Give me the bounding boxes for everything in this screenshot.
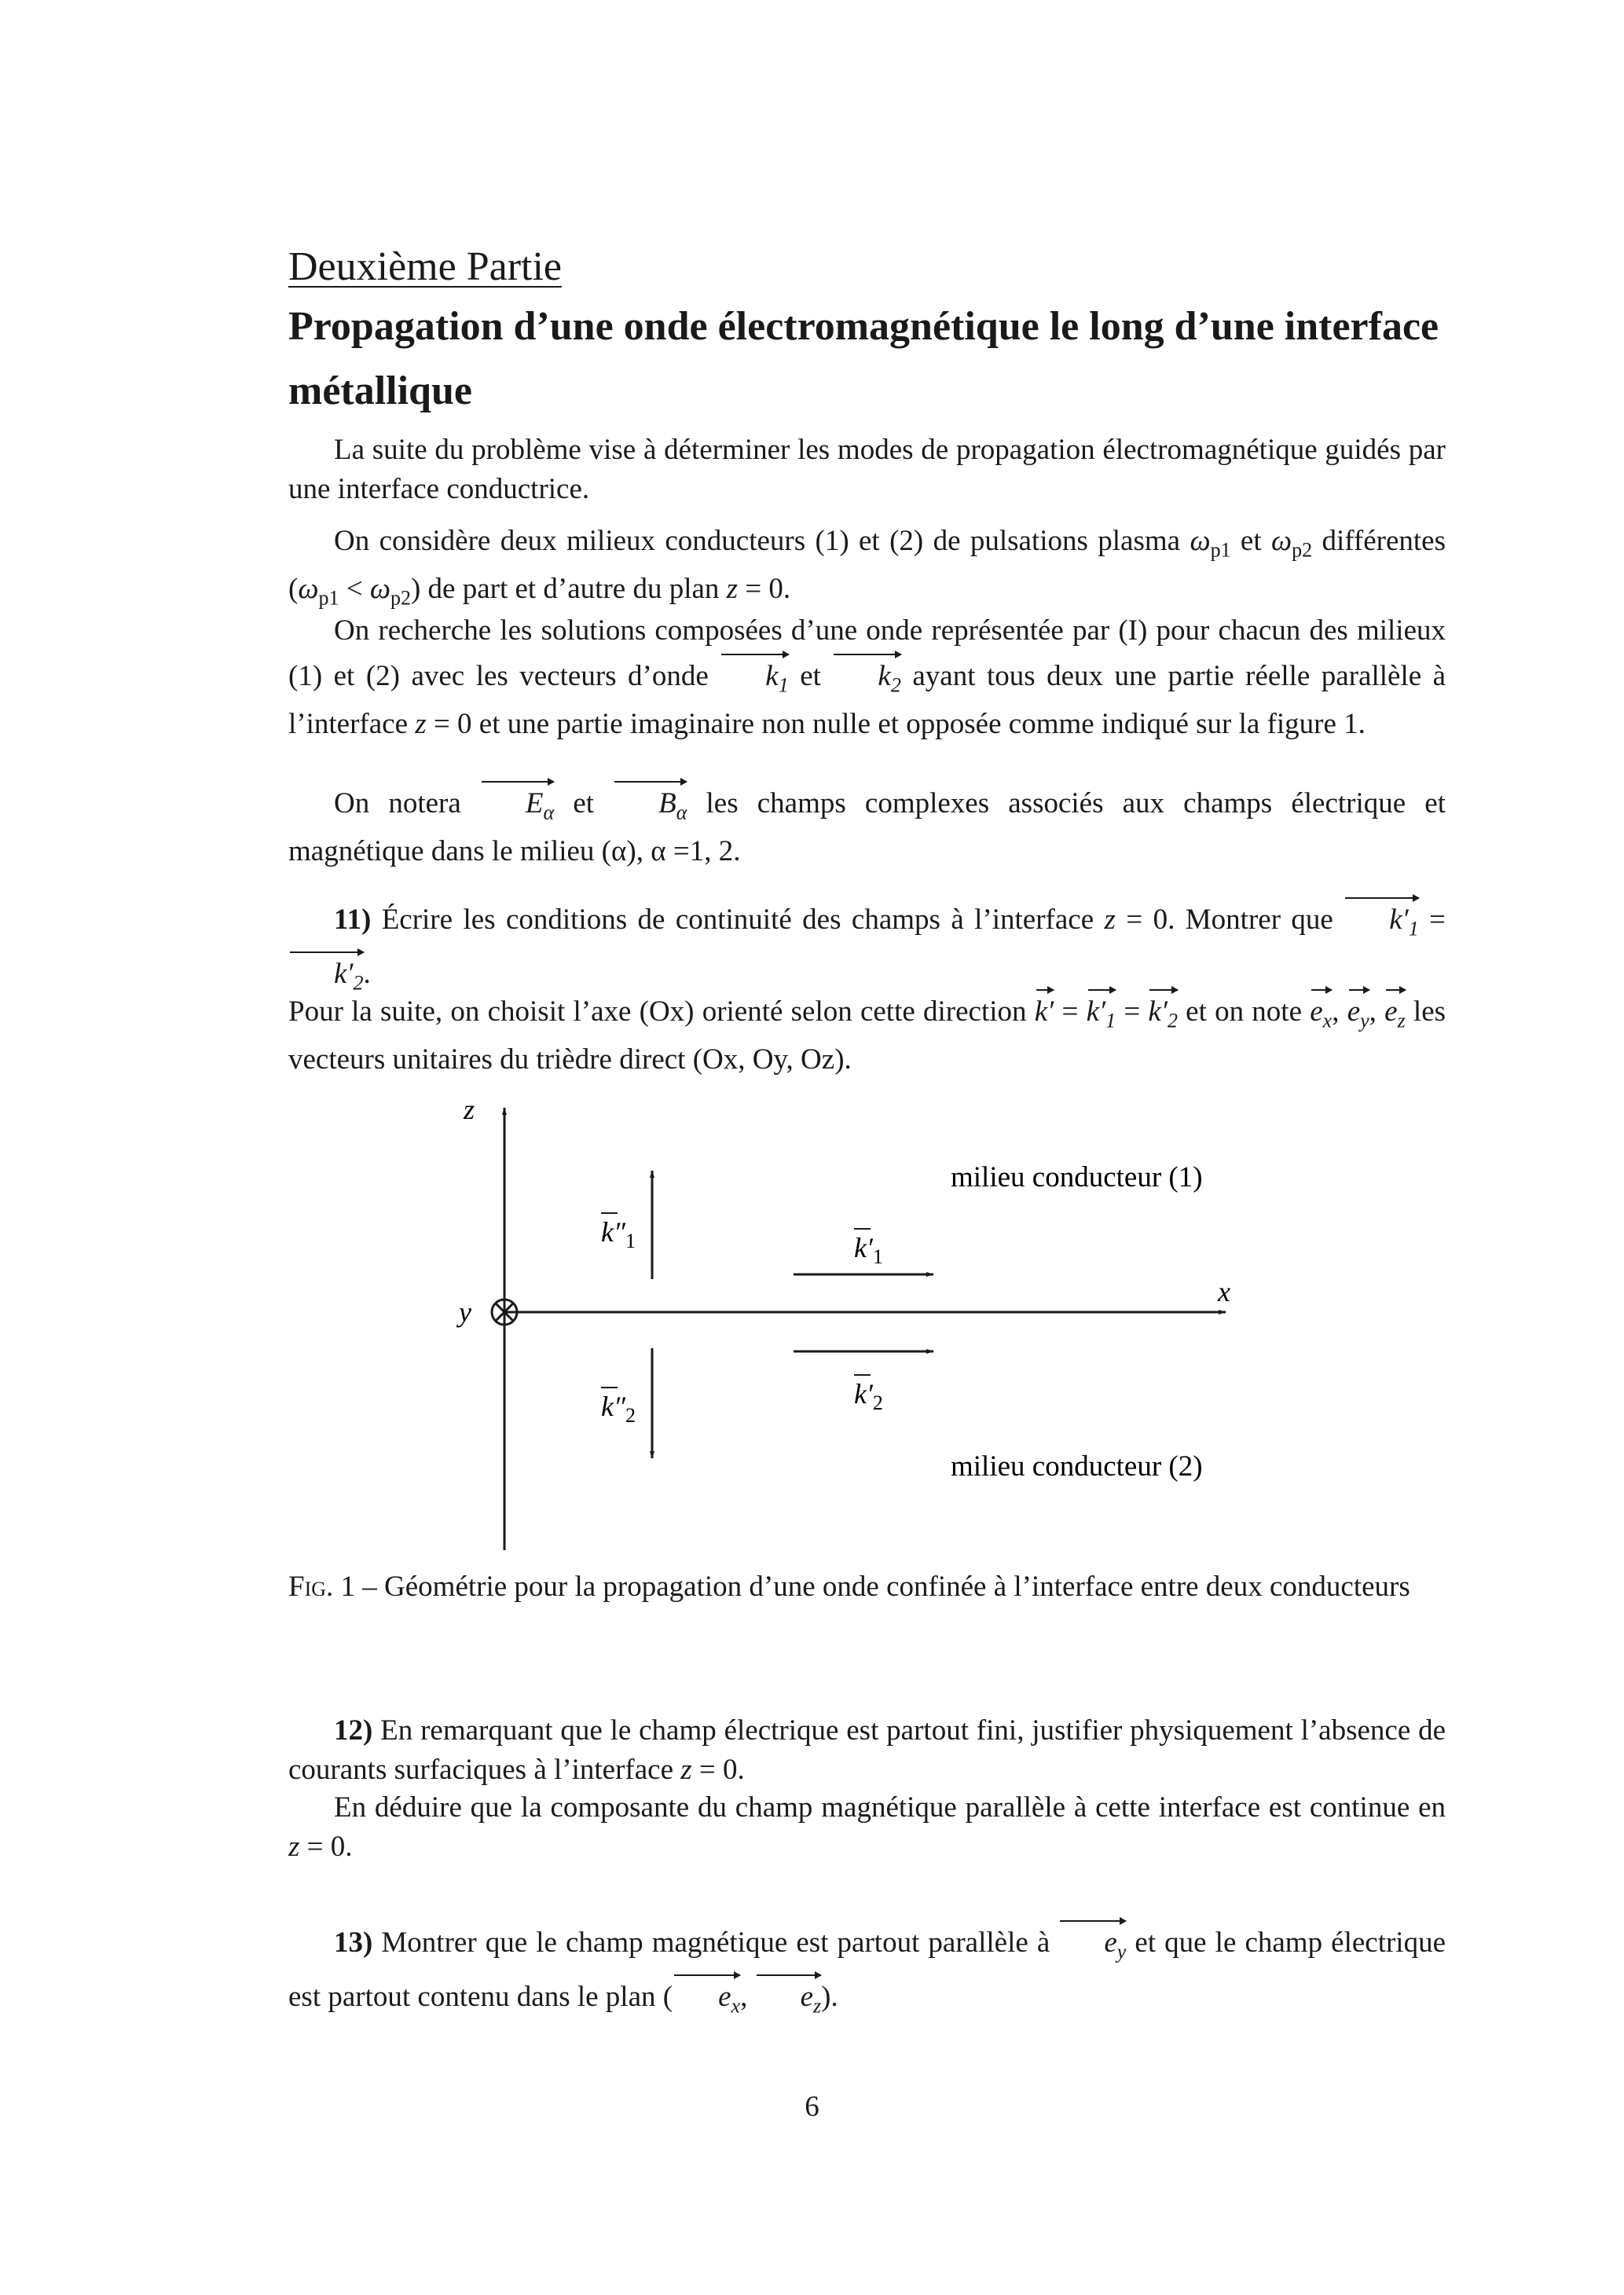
page-number: 6 <box>805 2091 819 2123</box>
question-13: 13) Montrer que le champ magnétique est partout parallèle à $e_y$ et que le champ électrique est partout contenu dans le plan ( $e_x$, $e_z$). <box>288 1917 1446 2026</box>
intro-paragraph-1: La suite du problème vise à déterminer les modes de propagation électromagnétique guidés par une interface conductrice. <box>288 434 1446 505</box>
medium-2-label: milieu conducteur (2) <box>951 1450 1203 1483</box>
question-11-followup: Pour la suite, on choisit l’axe (Ox) orienté selon cette direction $k' = k'_1 = k'_2$ et on note $e_x$, $e_y$, $e_z$ les vecteurs unitaires du trièdre direct (Ox, Oy, Oz). <box>288 986 1446 1080</box>
figure-caption-text: – Géométrie pour la propagation d’une onde confinée à l’interface entre deux conducteurs <box>362 1571 1410 1603</box>
k2-imag-label: $k''_2$ <box>601 1391 636 1427</box>
medium-1-label: milieu conducteur (1) <box>951 1161 1203 1193</box>
x-axis-label: x <box>1218 1276 1230 1307</box>
figure-caption <box>288 1567 1446 1607</box>
E-alpha-vector: $E_\alpha$ <box>480 778 554 832</box>
k2-real-label: $k'_2$ <box>854 1378 883 1414</box>
k1-vector: $k_1$ <box>720 651 788 705</box>
B-alpha-vector: $B_\alpha$ <box>613 778 687 832</box>
question-12: 12) En remarquant que le champ électrique est partout fini, justifier physiquement l’absence de courants surfaciques à l’interface z = 0. <box>288 1714 1446 1786</box>
intro-paragraph-3: On recherche les solutions composées d’une onde représentée par (I) pour chacun des milieux (1) et (2) avec les vecteurs d’onde $k_1$ et $k_2$ ayant tous deux une partie réelle parallèle à l’interface z = 0 et une partie imaginaire non nulle et opposée comme indiqué sur la figure 1. <box>288 614 1446 741</box>
intro-paragraph-2: On considère deux milieux conducteurs (1) et (2) de pulsations plasma $\omega_{p1}$ et $\omega_{p2}$ différentes $(\omega_{p1} < \omega_{p2})$ de part et d’autre du plan z = 0. <box>288 525 1446 610</box>
k1-real-label: $k'_1$ <box>854 1232 883 1268</box>
y-axis-label: y <box>459 1296 471 1328</box>
figure-1-diagram <box>440 1098 1257 1554</box>
question-12-followup: En déduire que la composante du champ magnétique parallèle à cette interface est continue en z = 0. <box>288 1791 1446 1863</box>
part-label: Deuxième Partie <box>288 244 562 289</box>
part-title: Propagation d’une onde électromagnétique le long d’une interface métallique <box>288 304 1439 413</box>
question-11: 11) Écrire les conditions de continuité des champs à l’interface z = 0. Montrer que $k'_1 = k'_2$. <box>288 894 1446 1003</box>
k1-imag-label: $k''_1$ <box>601 1216 636 1252</box>
figure-caption-label: Fig. 1 <box>288 1571 356 1603</box>
intro-paragraph-4: On notera $E_\alpha$ et $B_\alpha$ les champs complexes associés aux champs électrique et magnétique dans le milieu (α), α =1, 2. <box>288 778 1446 871</box>
k2-vector: $k_2$ <box>832 651 900 705</box>
z-axis-label: z <box>464 1098 475 1125</box>
